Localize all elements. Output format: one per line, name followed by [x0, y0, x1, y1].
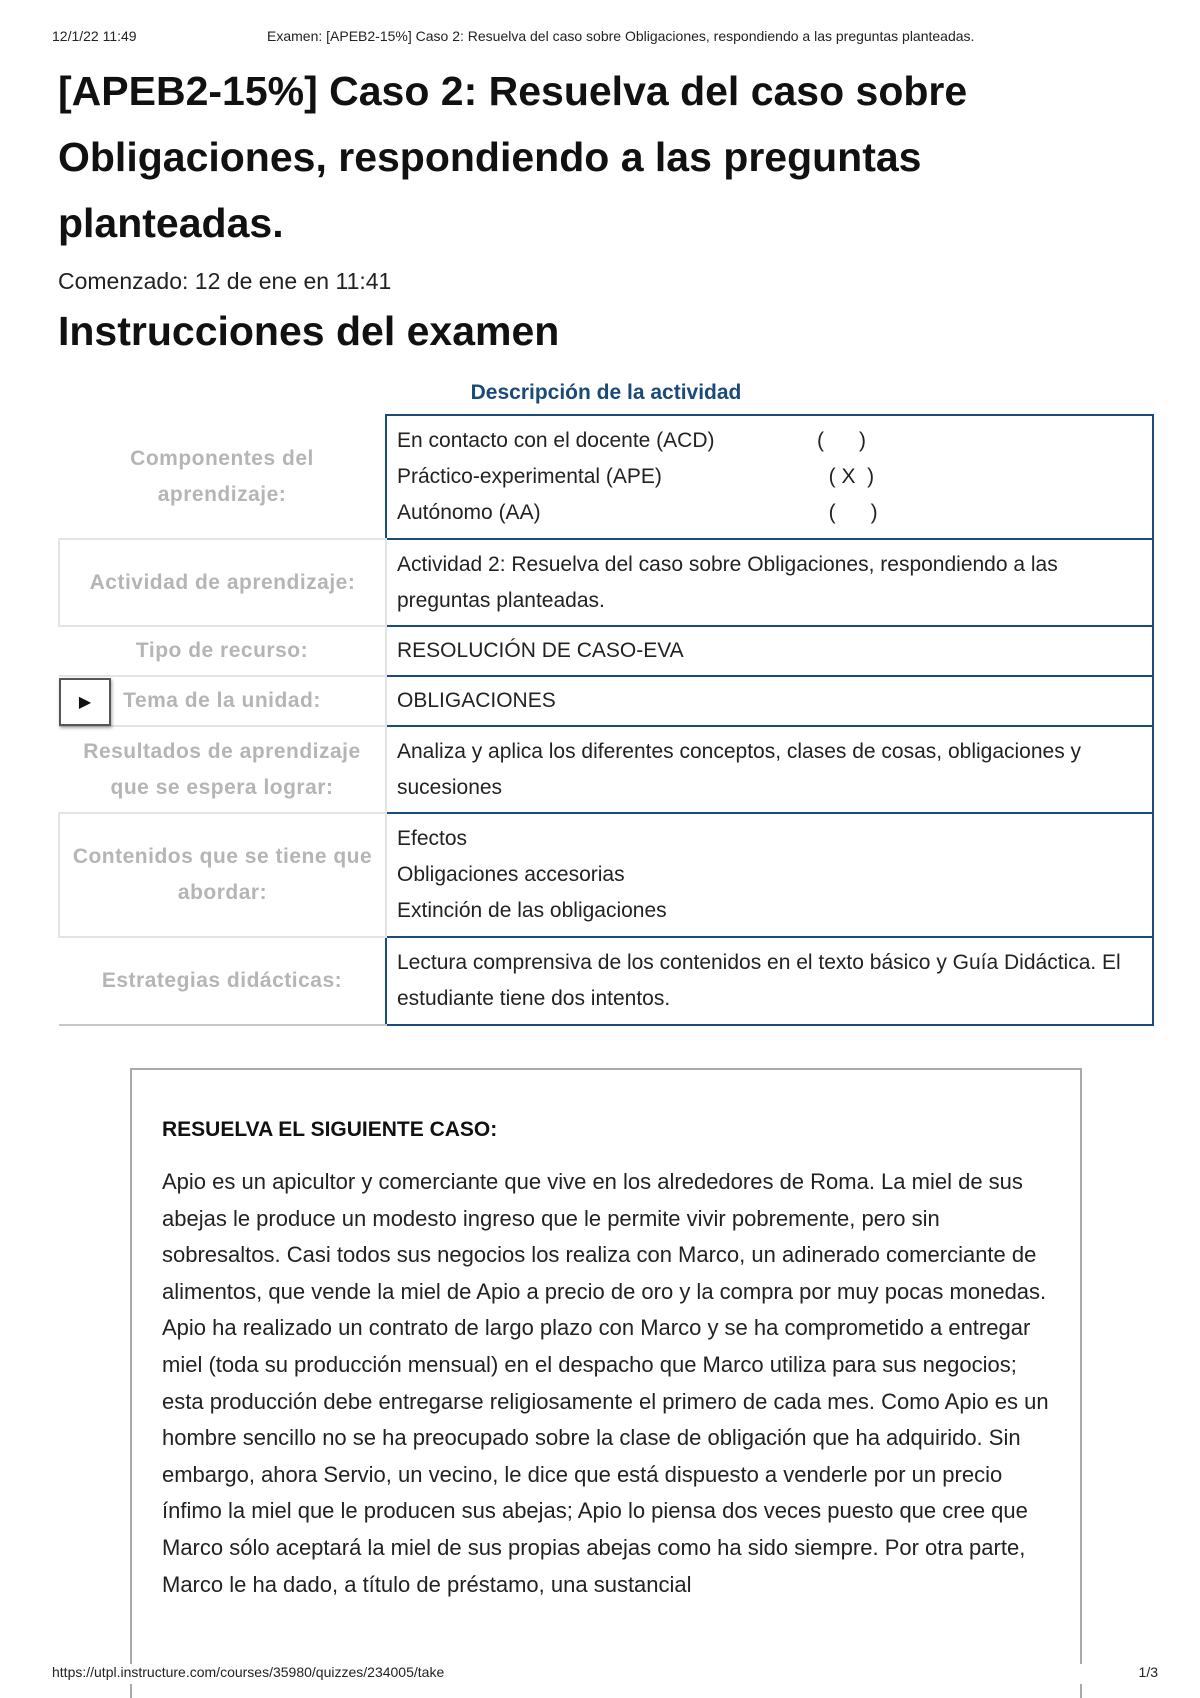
print-footer — [52, 1664, 1158, 1684]
row-value-contents — [386, 813, 1153, 937]
component-option-aa: Autónomo (AA) ( ) — [397, 501, 878, 524]
row-label-unit-topic: Tema de la unidad: — [59, 676, 386, 726]
content-item: Obligaciones accesorias — [397, 863, 625, 886]
row-value-unit-topic: OBLIGACIONES — [386, 676, 1153, 726]
print-page-number: 1/3 — [1138, 1664, 1158, 1680]
row-label-components: Componentes del aprendizaje: — [59, 415, 386, 539]
component-option-ape: Práctico-experimental (APE) ( X ) — [397, 465, 875, 488]
row-value-strategies: Lectura comprensiva de los contenidos en el texto básico y Guía Didáctica. El estudiante tiene dos intentos. — [386, 937, 1153, 1025]
row-label-learning-outcomes: Resultados de aprendizaje que se espera lograr: — [59, 726, 386, 813]
table-row — [59, 415, 1153, 539]
case-text: Apio es un apicultor y comerciante que vive en los alrededores de Roma. La miel de sus abejas le produce un modesto ingreso que le permite vivir pobremente, pero sin sobresaltos. Casi todos sus negocios los realiza con Marco, un adinerado comerciante de alimentos, que vende la miel de Apio a precio de oro y la compra por muy pocas monedas. Apio ha realizado un contrato de largo plazo con Marco y se ha comprometido a entregar miel (toda su producción mensual) en el despacho que Marco utiliza para sus negocios; esta producción debe entregarse religiosamente el primero de cada mes. Como Apio es un hombre sencillo no se ha preocupado sobre la clase de obligación que ha adquirido. Sin embargo, ahora Servio, un vecino, le dice que está dispuesto a venderle por un precio ínfimo la miel que le producen sus abejas; Apio lo piensa dos veces puesto que cree que Marco sólo aceptará la miel de sus propias abejas como ha sido siempre. Por otra parte, Marco le ha dado, a título de préstamo, una sustancial — [162, 1169, 1049, 1597]
print-url: https://utpl.instructure.com/courses/35980/quizzes/234005/take — [52, 1664, 445, 1680]
component-option-acd: En contacto con el docente (ACD) ( ) — [397, 429, 866, 452]
instructions-heading: Instrucciones del examen — [58, 308, 560, 354]
table-row — [59, 726, 1153, 813]
table-row — [59, 937, 1153, 1025]
activity-description-table — [58, 414, 1154, 1026]
row-label-resource-type: Tipo de recurso: — [59, 626, 386, 676]
row-value-components — [386, 415, 1153, 539]
play-icon: ▶ — [78, 694, 92, 711]
content-item: Extinción de las obligaciones — [397, 899, 667, 922]
row-value-resource-type: RESOLUCIÓN DE CASO-EVA — [386, 626, 1153, 676]
content-item: Efectos — [397, 827, 468, 850]
print-document-title: Examen: [APEB2-15%] Caso 2: Resuelva del caso sobre Obligaciones, respondiendo a las preguntas planteadas. — [267, 28, 975, 44]
table-row — [59, 813, 1153, 937]
row-label-contents: Contenidos que se tiene que abordar: — [59, 813, 386, 937]
print-header — [52, 28, 1152, 48]
row-value-learning-outcomes: Analiza y aplica los diferentes conceptos, clases de cosas, obligaciones y sucesiones — [386, 726, 1153, 813]
case-statement-box — [130, 1068, 1082, 1698]
row-value-activity: Actividad 2: Resuelva del caso sobre Obligaciones, respondiendo a las preguntas planteadas. — [386, 539, 1153, 626]
table-row — [59, 626, 1153, 676]
row-label-activity: Actividad de aprendizaje: — [59, 539, 386, 626]
activity-table-caption: Descripción de la actividad — [470, 381, 742, 404]
row-label-strategies: Estrategias didácticas: — [59, 937, 386, 1025]
expand-play-button[interactable] — [59, 678, 111, 726]
table-row — [59, 676, 1153, 726]
table-row — [59, 539, 1153, 626]
case-heading: RESUELVA EL SIGUIENTE CASO: — [162, 1118, 498, 1141]
quiz-title: [APEB2-15%] Caso 2: Resuelva del caso sobre Obligaciones, respondiendo a las preguntas planteadas. — [58, 68, 968, 246]
quiz-started-time: Comenzado: 12 de ene en 11:41 — [58, 268, 392, 294]
print-datetime: 12/1/22 11:49 — [52, 28, 137, 44]
